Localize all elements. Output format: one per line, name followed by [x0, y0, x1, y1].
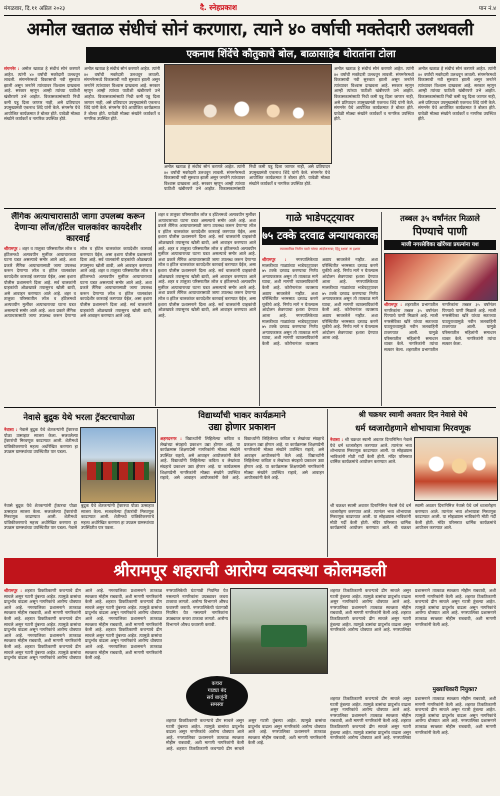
- onion-body: श्रीरामपूर : नगरपालिकेच्या मालकीच्या गाळ्यांच्या भाडेपट्ट्यावर ७५ टक्के दरवाढ करण्याचा निर्णय अन्यायकारक असून तो तात्काळ मागे घ्यावा, अशी मागणी व्यावसायिकांनी केली आहे. कोरोनानंतर व्यवसाय अद्याप सावरलेले नाहीत. अशा परिस्थितीत भरमसाठ दरवाढ करणे चुकीचे आहे. निर्णय मागे न घेतल्यास आंदोलन छेडण्याचा इशारा देण्यात आला आहे. नगरपालिकेच्या मालकीच्या गाळ्यांच्या भाडेपट्ट्यावर ७५ टक्के दरवाढ करण्याचा निर्णय अन्यायकारक असून तो तात्काळ मागे घ्यावा, अशी मागणी व्यावसायिकांनी केली आहे. कोरोनानंतर व्यवसाय अद्याप सावरलेले नाहीत. अशा परिस्थितीत भरमसाठ दरवाढ करणे चुकीचे आहे. निर्णय मागे न घेतल्यास आंदोलन छेडण्याचा इशारा देण्यात आला आहे. नगरपालिकेच्या मालकीच्या गाळ्यांच्या भाडेपट्ट्यावर ७५ टक्के दरवाढ करण्याचा निर्णय अन्यायकारक असून तो तात्काळ मागे घ्यावा, अशी मागणी व्यावसायिकांनी केली आहे. कोरोनानंतर व्यवसाय अद्याप सावरलेले नाहीत. अशा परिस्थितीत भरमसाठ दरवाढ करणे चुकीचे आहे. निर्णय मागे न घेतल्यास आंदोलन छेडण्याचा इशारा देण्यात आला आहे.: [262, 257, 378, 346]
- swami-body: नेवासा : श्री चक्रधर स्वामी अवतार दिनानिमित्त नेवासे येथे धर्म ध्वजारोहण करण्यात आले. त्यानंतर भव्य शोभायात्रा मिरवणूक काढण्यात आली. या सोहळ्यास भाविकांनी मोठी गर्दी केली होती. मंदिर परिसरात धार्मिक कार्यक्रमांचे आयोजन करण्यात आले.: [330, 437, 412, 465]
- tractor-photo-vehicles: [87, 462, 149, 480]
- health-subheading: मुख्याधिकारी नियुक्त?: [432, 687, 478, 693]
- lead-photo-figures: [185, 95, 311, 135]
- health-body-col4: शहरात ठिकठिकाणी कचऱ्याचे ढीग साचले असून गटारी तुंबल्या आहेत. त्यामुळे डासांचा प्रादुर्भाव वाढला असून नागरिकांचे आरोग्य धोक्यात आले आहे. नगरपालिका प्रशासनाने तात्काळ स्वच्छता मोहीम राबवावी, अशी मागणी नागरिकांनी केली आहे. शहरात ठिकठिकाणी कचऱ्याचे ढीग साचले असून गटारी तुंबल्या आहेत. त्यामुळे डासांचा प्रादुर्भाव वाढला असून नागरिकांचे आरोग्य धोक्यात आले आहे. नगरपालिका प्रशासनाने तात्काळ स्वच्छता मोहीम राबवावी, अशी मागणी नागरिकांनी केली आहे. शहरात ठिकठिकाणी कचऱ्याचे ढीग साचले असून गटारी तुंबल्या आहेत. त्यामुळे डासांचा प्रादुर्भाव वाढला असून नागरिकांचे आरोग्य धोक्यात आले आहे. नगरपालिका प्रशासनाने तात्काळ स्वच्छता मोहीम राबवावी, अशी मागणी नागरिकांनी केली आहे.: [330, 696, 496, 741]
- health-body-col1: श्रीरामपूर : शहरात ठिकठिकाणी कचऱ्याचे ढीग साचले असून गटारी तुंबल्या आहेत. त्यामुळे डासांचा प्रादुर्भाव वाढला असून नागरिकांचे आरोग्य धोक्यात आले आहे. नगरपालिका प्रशासनाने तात्काळ स्वच्छता मोहीम राबवावी, अशी मागणी नागरिकांनी केली आहे. शहरात ठिकठिकाणी कचऱ्याचे ढीग साचले असून गटारी तुंबल्या आहेत. त्यामुळे डासांचा प्रादुर्भाव वाढला असून नागरिकांचे आरोग्य धोक्यात आले आहे. नगरपालिका प्रशासनाने तात्काळ स्वच्छता मोहीम राबवावी, अशी मागणी नागरिकांनी केली आहे. शहरात ठिकठिकाणी कचऱ्याचे ढीग साचले असून गटारी तुंबल्या आहेत. त्यामुळे डासांचा प्रादुर्भाव वाढला असून नागरिकांचे आरोग्य धोक्यात आले आहे. नगरपालिका प्रशासनाने तात्काळ स्वच्छता मोहीम राबवावी, अशी मागणी नागरिकांनी केली आहे. शहरात ठिकठिकाणी कचऱ्याचे ढीग साचले असून गटारी तुंबल्या आहेत. त्यामुळे डासांचा प्रादुर्भाव वाढला असून नागरिकांचे आरोग्य धोक्यात आले आहे. नगरपालिका प्रशासनाने तात्काळ स्वच्छता मोहीम राबवावी, अशी मागणी नागरिकांनी केली आहे. शहरात ठिकठिकाणी कचऱ्याचे ढीग साचले असून गटारी तुंबल्या आहेत. त्यामुळे डासांचा प्रादुर्भाव वाढला असून नागरिकांचे आरोग्य धोक्यात आले आहे. नगरपालिका प्रशासनाने तात्काळ स्वच्छता मोहीम राबवावी, अशी मागणी नागरिकांनी केली आहे.: [4, 588, 162, 661]
- lead-photo: [164, 64, 332, 164]
- middle-rule: [4, 407, 496, 408]
- onion-headline-main: ७५ टक्के दरवाढ अन्यायकारक: [262, 227, 378, 245]
- hotel-headline: लैंगिक अत्याचारासाठी जागा उपलब्ध करून देणाऱ्या लॉज/हॉटेल चालकांवर कायदेशीर कारवाई: [11, 212, 145, 242]
- col-divider-3: [381, 212, 382, 406]
- water-headline-main: पिण्याचे पाणी: [412, 225, 468, 238]
- lead-body-col2: अमोल खताळ हे संधीचं सोनं करणारे आहेत. त्यांनी ४० वर्षांची मक्तेदारी उलथवून लावली. संगमनेरमध्ये विकासाची नवी सुरुवात झाली असून जनतेने त्यांच्यावर विश्वास दाखवला आहे. सरकार म्हणून आम्ही त्यांच्या पाठीशी खंबीरपणे उभे आहोत. विकासकामांसाठी निधी कमी पडू दिला जाणार नाही, असे प्रतिपादन उपमुख्यमंत्री एकनाथ शिंदे यांनी केले. संगमनेर येथे आयोजित कार्यक्रमात ते बोलत होते. यावेळी मोठ्या संख्येने कार्यकर्ते व नागरिक उपस्थित होते.: [84, 66, 160, 122]
- swami-body-continued: श्री चक्रधर स्वामी अवतार दिनानिमित्त नेवासे येथे धर्म ध्वजारोहण करण्यात आले. त्यानंतर भव्य शोभायात्रा मिरवणूक काढण्यात आली. या सोहळ्यास भाविकांनी मोठी गर्दी केली होती. मंदिर परिसरात धार्मिक कार्यक्रमांचे आयोजन करण्यात आले. श्री चक्रधर स्वामी अवतार दिनानिमित्त नेवासे येथे धर्म ध्वजारोहण करण्यात आले. त्यानंतर भव्य शोभायात्रा मिरवणूक काढण्यात आली. या सोहळ्यास भाविकांनी मोठी गर्दी केली होती. मंदिर परिसरात धार्मिक कार्यक्रमांचे आयोजन करण्यात आले.: [330, 503, 496, 531]
- swami-photo: [414, 437, 498, 501]
- onion-headline-top: गाळे भाडेपट्ट्यावर: [285, 213, 355, 224]
- water-photo: [384, 253, 498, 301]
- col-divider-5: [327, 409, 328, 557]
- col-divider-2: [259, 212, 260, 406]
- school-headline-main: उद्या होणार प्रकाशन: [208, 422, 276, 433]
- lead-subhead: एकनाथ शिंदेंचे कौतुकाचे बोल, बाळासाहेब थोरातांना टोला: [86, 47, 496, 63]
- onion-kicker: व्यावसायिक नितीन पटारे यांच्या आंदोलनाचा; हिंदू रक्षक' ना इशारा: [279, 247, 361, 251]
- health-body-col2: शहरात ठिकठिकाणी कचऱ्याचे ढीग साचले असून गटारी तुंबल्या आहेत. त्यामुळे डासांचा प्रादुर्भाव वाढला असून नागरिकांचे आरोग्य धोक्यात आले आहे. नगरपालिका प्रशासनाने तात्काळ स्वच्छता मोहीम राबवावी, अशी मागणी नागरिकांनी केली आहे. शहरात ठिकठिकाणी कचऱ्याचे ढीग साचले असून गटारी तुंबल्या आहेत. त्यामुळे डासांचा प्रादुर्भाव वाढला असून नागरिकांचे आरोग्य धोक्यात आले आहे. नगरपालिका प्रशासनाने तात्काळ स्वच्छता मोहीम राबवावी, अशी मागणी नागरिकांनी केली आहे.: [166, 718, 326, 751]
- callout-line: समस्या: [210, 702, 224, 708]
- lead-body-under-photo: अमोल खताळ हे संधीचं सोनं करणारे आहेत. त्यांनी ४० वर्षांची मक्तेदारी उलथवून लावली. संगमनेरमध्ये विकासाची नवी सुरुवात झाली असून जनतेने त्यांच्यावर विश्वास दाखवला आहे. सरकार म्हणून आम्ही त्यांच्या पाठीशी खंबीरपणे उभे आहोत. विकासकामांसाठी निधी कमी पडू दिला जाणार नाही, असे प्रतिपादन उपमुख्यमंत्री एकनाथ शिंदे यांनी केले. संगमनेर येथे आयोजित कार्यक्रमात ते बोलत होते. यावेळी मोठ्या संख्येने कार्यकर्ते व नागरिक उपस्थित होते.: [164, 164, 330, 192]
- swami-headline-main: धर्म ध्वजारोहणाने शोभायात्रा मिरवणूक: [355, 423, 471, 433]
- swami-photo-figures: [423, 452, 489, 492]
- tractor-body-continued: नेवासे बुद्रुक येथे शेतकऱ्यांनी ट्रॅक्टरचा पोळा उत्साहात साजरा केला. सजवलेल्या ट्रॅक्टरांची मिरवणूक काढण्यात आली. शेतीमध्ये यांत्रिकीकरणाचे महत्त्व अधोरेखित करणारा हा उपक्रम ग्रामस्थांच्या उपस्थितीत पार पडला. नेवासे बुद्रुक येथे शेतकऱ्यांनी ट्रॅक्टरचा पोळा उत्साहात साजरा केला. सजवलेल्या ट्रॅक्टरांची मिरवणूक काढण्यात आली. शेतीमध्ये यांत्रिकीकरणाचे महत्त्व अधोरेखित करणारा हा उपक्रम ग्रामस्थांच्या उपस्थितीत पार पडला.: [4, 503, 154, 531]
- health-side-text: नगरपालिकेची घंटागाडी नियमित येत नसल्याने नागरिकांना उघड्यावर कचरा टाकावा लागतो. आरोग्य विभागाने औषध फवारणी करावी. नगरपालिकेची घंटागाडी नियमित येत नसल्याने नागरिकांना उघड्यावर कचरा टाकावा लागतो. आरोग्य विभागाने औषध फवारणी करावी.: [166, 588, 228, 627]
- water-headline-top: तब्बल ३५ वर्षांनंतर मिळाले: [400, 213, 480, 223]
- health-photo-truck: [261, 625, 307, 647]
- col-divider-4: [157, 409, 158, 557]
- masthead-rule: [4, 15, 496, 16]
- health-callout-box: [186, 676, 248, 716]
- lead-headline: अमोल खताळ संधीचं सोनं करणारा, त्याने ४० वर्षाची मक्तेदारी उलथवली: [26, 20, 474, 40]
- health-photo: [230, 588, 328, 674]
- school-body: अहमदनगर : विद्यार्थ्यांनी लिहिलेल्या कविता व लेखांच्या संग्रहाचे प्रकाशन उद्या होणार आहे. या कार्यक्रमास शिक्षणप्रेमी नागरिकांनी मोठ्या संख्येने उपस्थित राहावे, असे आवाहन आयोजकांनी केले आहे. विद्यार्थ्यांनी लिहिलेल्या कविता व लेखांच्या संग्रहाचे प्रकाशन उद्या होणार आहे. या कार्यक्रमास शिक्षणप्रेमी नागरिकांनी मोठ्या संख्येने उपस्थित राहावे, असे आवाहन आयोजकांनी केले आहे. विद्यार्थ्यांनी लिहिलेल्या कविता व लेखांच्या संग्रहाचे प्रकाशन उद्या होणार आहे. या कार्यक्रमास शिक्षणप्रेमी नागरिकांनी मोठ्या संख्येने उपस्थित राहावे, असे आवाहन आयोजकांनी केले आहे. विद्यार्थ्यांनी लिहिलेल्या कविता व लेखांच्या संग्रहाचे प्रकाशन उद्या होणार आहे. या कार्यक्रमास शिक्षणप्रेमी नागरिकांनी मोठ्या संख्येने उपस्थित राहावे, असे आवाहन आयोजकांनी केले आहे.: [160, 436, 324, 481]
- lead-body-col4: अमोल खताळ हे संधीचं सोनं करणारे आहेत. त्यांनी ४० वर्षांची मक्तेदारी उलथवून लावली. संगमनेरमध्ये विकासाची नवी सुरुवात झाली असून जनतेने त्यांच्यावर विश्वास दाखवला आहे. सरकार म्हणून आम्ही त्यांच्या पाठीशी खंबीरपणे उभे आहोत. विकासकामांसाठी निधी कमी पडू दिला जाणार नाही, असे प्रतिपादन उपमुख्यमंत्री एकनाथ शिंदे यांनी केले. संगमनेर येथे आयोजित कार्यक्रमात ते बोलत होते. यावेळी मोठ्या संख्येने कार्यकर्ते व नागरिक उपस्थित होते.: [334, 66, 414, 122]
- callout-line: गाड्या बंद: [207, 688, 227, 694]
- hotel-body: श्रीरामपूर : शहर व तालुका परिसरातील लॉज व हॉटेलमध्ये अल्पवयीन मुलींवर अत्याचाराच्या घटना घडत असल्याचे समोर आले आहे. अशा प्रकारे लैंगिक अत्याचारासाठी जागा उपलब्ध करून देणाऱ्या लॉज व हॉटेल चालकांवर कायदेशीर कारवाई करण्यात येईल, असा इशारा पोलीस प्रशासनाने दिला आहे. सर्व चालकांनी ग्राहकांची ओळखपत्रे तपासूनच खोली द्यावी, असे आवाहन करण्यात आले आहे. शहर व तालुका परिसरातील लॉज व हॉटेलमध्ये अल्पवयीन मुलींवर अत्याचाराच्या घटना घडत असल्याचे समोर आले आहे. अशा प्रकारे लैंगिक अत्याचारासाठी जागा उपलब्ध करून देणाऱ्या लॉज व हॉटेल चालकांवर कायदेशीर कारवाई करण्यात येईल, असा इशारा पोलीस प्रशासनाने दिला आहे. सर्व चालकांनी ग्राहकांची ओळखपत्रे तपासूनच खोली द्यावी, असे आवाहन करण्यात आले आहे. शहर व तालुका परिसरातील लॉज व हॉटेलमध्ये अल्पवयीन मुलींवर अत्याचाराच्या घटना घडत असल्याचे समोर आले आहे. अशा प्रकारे लैंगिक अत्याचारासाठी जागा उपलब्ध करून देणाऱ्या लॉज व हॉटेल चालकांवर कायदेशीर कारवाई करण्यात येईल, असा इशारा पोलीस प्रशासनाने दिला आहे. सर्व चालकांनी ग्राहकांची ओळखपत्रे तपासूनच खोली द्यावी, असे आवाहन करण्यात आले आहे.: [4, 246, 152, 319]
- callout-line: सर्व बाजूंनी: [206, 695, 228, 701]
- health-body-col3: शहरात ठिकठिकाणी कचऱ्याचे ढीग साचले असून गटारी तुंबल्या आहेत. त्यामुळे डासांचा प्रादुर्भाव वाढला असून नागरिकांचे आरोग्य धोक्यात आले आहे. नगरपालिका प्रशासनाने तात्काळ स्वच्छता मोहीम राबवावी, अशी मागणी नागरिकांनी केली आहे. शहरात ठिकठिकाणी कचऱ्याचे ढीग साचले असून गटारी तुंबल्या आहेत. त्यामुळे डासांचा प्रादुर्भाव वाढला असून नागरिकांचे आरोग्य धोक्यात आले आहे. नगरपालिका प्रशासनाने तात्काळ स्वच्छता मोहीम राबवावी, अशी मागणी नागरिकांनी केली आहे. शहरात ठिकठिकाणी कचऱ्याचे ढीग साचले असून गटारी तुंबल्या आहेत. त्यामुळे डासांचा प्रादुर्भाव वाढला असून नागरिकांचे आरोग्य धोक्यात आले आहे. नगरपालिका प्रशासनाने तात्काळ स्वच्छता मोहीम राबवावी, अशी मागणी नागरिकांनी केली आहे.: [330, 588, 496, 633]
- swami-headline-top: श्री चक्रधर स्वामी अवतार दिन नेवासे येथे: [358, 410, 468, 419]
- issue-date: मंगळवार, दि.११ अप्रिल २०२३: [4, 6, 66, 12]
- tractor-body: नेवासा : नेवासे बुद्रुक येथे शेतकऱ्यांनी ट्रॅक्टरचा पोळा उत्साहात साजरा केला. सजवलेल्या ट्रॅक्टरांची मिरवणूक काढण्यात आली. शेतीमध्ये यांत्रिकीकरणाचे महत्त्व अधोरेखित करणारा हा उपक्रम ग्रामस्थांच्या उपस्थितीत पार पडला.: [4, 427, 78, 455]
- water-subhead: माजी नगरसेविका खोरेंच्या प्रयत्नांना यश: [384, 240, 496, 250]
- health-headline: श्रीरामपूर शहराची आरोग्य व्यवस्था कोलमडली: [4, 558, 496, 584]
- lead-body-col5: अमोल खताळ हे संधीचं सोनं करणारे आहेत. त्यांनी ४० वर्षांची मक्तेदारी उलथवून लावली. संगमनेरमध्ये विकासाची नवी सुरुवात झाली असून जनतेने त्यांच्यावर विश्वास दाखवला आहे. सरकार म्हणून आम्ही त्यांच्या पाठीशी खंबीरपणे उभे आहोत. विकासकामांसाठी निधी कमी पडू दिला जाणार नाही, असे प्रतिपादन उपमुख्यमंत्री एकनाथ शिंदे यांनी केले. संगमनेर येथे आयोजित कार्यक्रमात ते बोलत होते. यावेळी मोठ्या संख्येने कार्यकर्ते व नागरिक उपस्थित होते.: [418, 66, 496, 122]
- hotel-body-continued: शहर व तालुका परिसरातील लॉज व हॉटेलमध्ये अल्पवयीन मुलींवर अत्याचाराच्या घटना घडत असल्याचे समोर आले आहे. अशा प्रकारे लैंगिक अत्याचारासाठी जागा उपलब्ध करून देणाऱ्या लॉज व हॉटेल चालकांवर कायदेशीर कारवाई करण्यात येईल, असा इशारा पोलीस प्रशासनाने दिला आहे. सर्व चालकांनी ग्राहकांची ओळखपत्रे तपासूनच खोली द्यावी, असे आवाहन करण्यात आले आहे. शहर व तालुका परिसरातील लॉज व हॉटेलमध्ये अल्पवयीन मुलींवर अत्याचाराच्या घटना घडत असल्याचे समोर आले आहे. अशा प्रकारे लैंगिक अत्याचारासाठी जागा उपलब्ध करून देणाऱ्या लॉज व हॉटेल चालकांवर कायदेशीर कारवाई करण्यात येईल, असा इशारा पोलीस प्रशासनाने दिला आहे. सर्व चालकांनी ग्राहकांची ओळखपत्रे तपासूनच खोली द्यावी, असे आवाहन करण्यात आले आहे. शहर व तालुका परिसरातील लॉज व हॉटेलमध्ये अल्पवयीन मुलींवर अत्याचाराच्या घटना घडत असल्याचे समोर आले आहे. अशा प्रकारे लैंगिक अत्याचारासाठी जागा उपलब्ध करून देणाऱ्या लॉज व हॉटेल चालकांवर कायदेशीर कारवाई करण्यात येईल, असा इशारा पोलीस प्रशासनाने दिला आहे. सर्व चालकांनी ग्राहकांची ओळखपत्रे तपासूनच खोली द्यावी, असे आवाहन करण्यात आले आहे.: [158, 212, 256, 318]
- lead-bottom-rule: [4, 208, 496, 209]
- col-divider-1: [155, 212, 156, 406]
- page-number: पान नं.४: [478, 6, 496, 12]
- paper-name: दै. स्नेहप्रकाश: [200, 3, 237, 12]
- lead-body-col1: संगमनेर : अमोल खताळ हे संधीचं सोनं करणारे आहेत. त्यांनी ४० वर्षांची मक्तेदारी उलथवून लावली. संगमनेरमध्ये विकासाची नवी सुरुवात झाली असून जनतेने त्यांच्यावर विश्वास दाखवला आहे. सरकार म्हणून आम्ही त्यांच्या पाठीशी खंबीरपणे उभे आहोत. विकासकामांसाठी निधी कमी पडू दिला जाणार नाही, असे प्रतिपादन उपमुख्यमंत्री एकनाथ शिंदे यांनी केले. संगमनेर येथे आयोजित कार्यक्रमात ते बोलत होते. यावेळी मोठ्या संख्येने कार्यकर्ते व नागरिक उपस्थित होते.: [4, 66, 80, 122]
- tractor-headline: नेवासे बुद्रुक येथे भरला ट्रॅक्टरचापोळा: [23, 412, 135, 422]
- tractor-photo: [80, 427, 156, 503]
- callout-line: कचरा: [211, 681, 223, 687]
- school-headline-top: विद्यार्थ्यांची भाकर कार्यक्रमाने: [198, 410, 286, 420]
- water-body: श्रीरामपूर : शहरातील प्रभागातील नागरिकांना तब्बल ३५ वर्षांनंतर पिण्याचे पाणी मिळाले आहे. माजी नगरसेविका खोरे यांच्या सततच्या पाठपुराव्यामुळे नवीन जलवाहिनी टाकण्यात आली. यामुळे परिसरातील महिलांनी समाधान व्यक्त केले. नागरिकांनी त्यांचा सत्कार केला. शहरातील प्रभागातील नागरिकांना तब्बल ३५ वर्षांनंतर पिण्याचे पाणी मिळाले आहे. माजी नगरसेविका खोरे यांच्या सततच्या पाठपुराव्यामुळे नवीन जलवाहिनी टाकण्यात आली. यामुळे परिसरातील महिलांनी समाधान व्यक्त केले. नागरिकांनी त्यांचा सत्कार केला.: [384, 302, 496, 352]
- masthead: [4, 3, 496, 15]
